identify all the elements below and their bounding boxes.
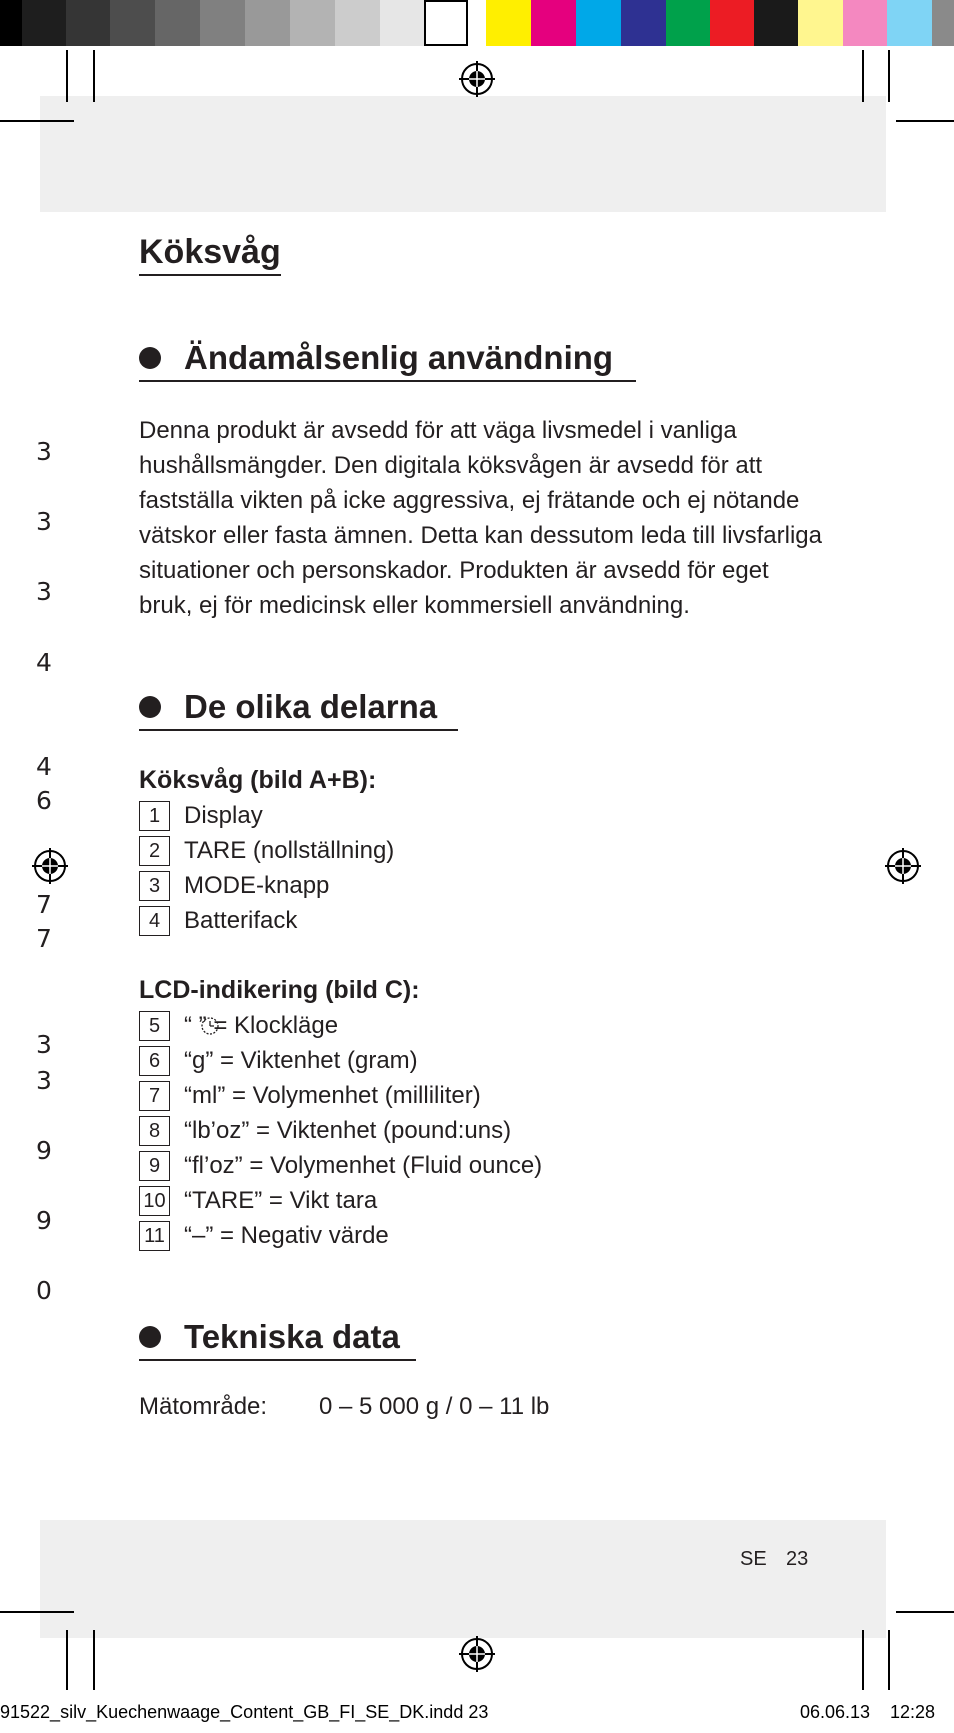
color-swatch (486, 0, 531, 46)
bleed-digit: 7 (36, 924, 52, 953)
spec-row (139, 1393, 549, 1421)
page-number: 23 (786, 1548, 809, 1570)
paragraph-line: hushållsmängder. Den digitala köksvågen är avsedd för att (139, 452, 763, 479)
list-item (139, 835, 394, 867)
heading-underline (139, 380, 636, 382)
registration-mark-icon (459, 1636, 495, 1672)
item-number: 10 (139, 1186, 170, 1216)
header-band (40, 96, 886, 212)
registration-mark-icon (885, 848, 921, 884)
lcd-subheading: LCD-indikering (bild C): (139, 976, 420, 1004)
list-item (139, 1185, 377, 1217)
crop-mark (888, 50, 890, 102)
item-label: “–” = Negativ värde (184, 1222, 389, 1249)
list-item (139, 1115, 511, 1147)
bullet-icon (139, 347, 161, 369)
bullet-icon (139, 1326, 161, 1348)
list-item (139, 905, 297, 937)
item-label: MODE-knapp (184, 872, 330, 899)
item-number: 8 (139, 1116, 170, 1146)
color-swatch (380, 0, 424, 46)
color-swatch (887, 0, 932, 46)
bleed-digit: 0 (36, 1276, 52, 1305)
usage-paragraph (139, 413, 899, 623)
slug-date: 06.06.13 (800, 1702, 871, 1722)
item-label: Batterifack (184, 907, 298, 934)
slug-time: 12:28 (890, 1702, 936, 1722)
item-label: “lb’oz” = Viktenhet (pound:uns) (184, 1117, 512, 1144)
bleed-digit: 3 (36, 577, 52, 606)
crop-mark (862, 1630, 864, 1690)
color-swatch (245, 0, 290, 46)
spec-label: Mätområde: (139, 1393, 268, 1420)
paragraph-line: Denna produkt är avsedd för att väga livsmedel i vanliga (139, 417, 737, 444)
heading-underline (139, 729, 458, 731)
color-swatch (22, 0, 66, 46)
heading-underline (139, 1359, 416, 1361)
section-title: Ändamålsenlig användning (184, 339, 614, 376)
list-item (139, 1080, 481, 1112)
color-swatch (932, 0, 954, 46)
crop-mark (66, 50, 68, 102)
print-color-bar (0, 0, 954, 46)
item-label: “fl’oz” = Volymenhet (Fluid ounce) (184, 1152, 543, 1179)
crop-mark (896, 120, 954, 122)
item-number: 6 (139, 1046, 170, 1076)
registration-mark-icon (459, 61, 495, 97)
footer-band (40, 1520, 886, 1638)
bleed-digit: 3 (36, 437, 52, 466)
color-swatch (666, 0, 710, 46)
color-swatch (531, 0, 576, 46)
list-item (139, 1220, 389, 1252)
item-number: 2 (139, 836, 170, 866)
item-number: 7 (139, 1081, 170, 1111)
list-item (139, 1045, 418, 1077)
section-tech-heading (139, 1316, 400, 1358)
color-swatch (200, 0, 245, 46)
crop-mark (896, 1611, 954, 1613)
bleed-digit: 9 (36, 1136, 52, 1165)
crop-mark (0, 120, 74, 122)
color-swatch (155, 0, 200, 46)
item-label: “TARE” = Vikt tara (184, 1187, 378, 1214)
item-number: 4 (139, 906, 170, 936)
section-title: Tekniska data (184, 1318, 400, 1355)
item-number: 5 (139, 1011, 170, 1041)
crop-mark (888, 1630, 890, 1690)
color-swatch (0, 0, 22, 46)
registration-mark-icon (32, 848, 68, 884)
crop-mark (66, 1630, 68, 1690)
item-number: 1 (139, 801, 170, 831)
item-label: “ml” = Volymenhet (milliliter) (184, 1082, 481, 1109)
section-usage-heading (139, 337, 613, 379)
clock-icon (199, 1016, 221, 1036)
color-swatch (290, 0, 335, 46)
section-title: De olika delarna (184, 688, 438, 725)
bullet-icon (139, 696, 161, 718)
section-parts-heading (139, 686, 437, 728)
color-swatch (66, 0, 110, 46)
crop-mark (0, 1611, 74, 1613)
color-swatch (754, 0, 798, 46)
spec-value: 0 – 5 000 g / 0 – 11 lb (319, 1393, 550, 1420)
page-title: Köksvåg (139, 230, 281, 276)
item-label: TARE (nollställning) (184, 837, 395, 864)
item-number: 9 (139, 1151, 170, 1181)
bleed-digit: 9 (36, 1206, 52, 1235)
bleed-digit: 4 (36, 648, 52, 677)
crop-mark (93, 1630, 95, 1690)
bleed-digit: 6 (36, 786, 52, 815)
paragraph-line: fastställa vikten på icke aggressiva, ej frätande och ej nötande (139, 487, 800, 514)
color-swatch (710, 0, 754, 46)
bleed-digit: 3 (36, 1030, 52, 1059)
item-label: “ ” = Klockläge (184, 1012, 339, 1039)
bleed-digit: 3 (36, 1066, 52, 1095)
list-item (139, 800, 263, 832)
color-swatch (798, 0, 843, 46)
bleed-digit: 7 (36, 890, 52, 919)
paragraph-line: bruk, ej för medicinsk eller kommersiell användning. (139, 592, 690, 619)
list-item (139, 1010, 338, 1042)
color-swatch (110, 0, 155, 46)
language-code: SE (740, 1548, 767, 1570)
paragraph-line: situationer och personskador. Produkten är avsedd för eget (139, 557, 769, 584)
bleed-digit: 4 (36, 752, 52, 781)
item-number: 11 (139, 1221, 170, 1251)
color-swatch (621, 0, 666, 46)
color-swatch (576, 0, 621, 46)
paragraph-line: vätskor eller fasta ämnen. Detta kan dessutom leda till livsfarliga (139, 522, 822, 549)
item-label: Display (184, 802, 263, 829)
slug-filename: 91522_silv_Kuechenwaage_Content_GB_FI_SE_DK.indd 23 (0, 1702, 489, 1722)
crop-mark (862, 50, 864, 102)
scale-subheading: Köksvåg (bild A+B): (139, 766, 377, 794)
color-swatch (335, 0, 380, 46)
bleed-digit: 3 (36, 507, 52, 536)
list-item (139, 870, 329, 902)
crop-mark (93, 50, 95, 102)
color-swatch (424, 0, 468, 46)
list-item (139, 1150, 542, 1182)
color-swatch (843, 0, 887, 46)
item-number: 3 (139, 871, 170, 901)
item-label: “g” = Viktenhet (gram) (184, 1047, 418, 1074)
